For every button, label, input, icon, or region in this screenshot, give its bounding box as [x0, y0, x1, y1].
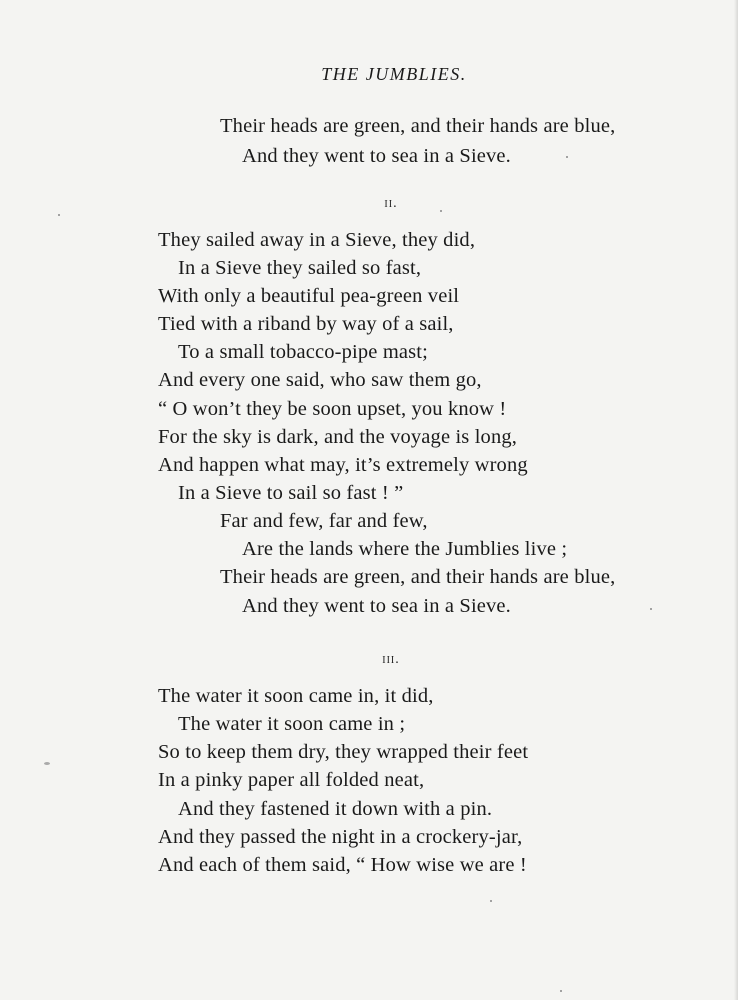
verse-line: In a Sieve to sail so fast ! ” [178, 482, 404, 504]
stanza-number-2: ii. [384, 196, 398, 211]
paper-speck [440, 210, 442, 212]
verse-line: With only a beautiful pea-green veil [158, 285, 460, 307]
verse-line: And every one said, who saw them go, [158, 369, 482, 391]
verse-line: In a pinky paper all folded neat, [158, 769, 425, 791]
verse-line: Tied with a riband by way of a sail, [158, 313, 454, 335]
verse-line: Are the lands where the Jumblies live ; [242, 538, 568, 560]
verse-line: And they fastened it down with a pin. [178, 798, 493, 820]
verse-line: They sailed away in a Sieve, they did, [158, 229, 476, 251]
stanza-number-3: iii. [382, 652, 400, 667]
verse-line: “ O won’t they be soon upset, you know ! [158, 398, 507, 420]
verse-line: For the sky is dark, and the voyage is long, [158, 426, 518, 448]
verse-line: So to keep them dry, they wrapped their feet [158, 741, 529, 763]
verse-line: Their heads are green, and their hands are blue, [220, 566, 616, 588]
verse-line: The water it soon came in ; [178, 713, 406, 735]
verse-line: The water it soon came in, it did, [158, 685, 434, 707]
verse-line: And they passed the night in a crockery-jar, [158, 826, 523, 848]
verse-line: In a Sieve they sailed so fast, [178, 257, 422, 279]
paper-speck [566, 156, 568, 158]
paper-speck [650, 608, 652, 610]
verse-line: Far and few, far and few, [220, 510, 428, 532]
paper-speck [560, 990, 562, 992]
paper-speck [44, 762, 50, 765]
running-head: THE JUMBLIES. [321, 64, 467, 84]
page-edge-shadow [734, 0, 738, 1000]
verse-line: And they went to sea in a Sieve. [242, 145, 511, 167]
verse-line: And each of them said, “ How wise we are ! [158, 854, 527, 876]
verse-line: And they went to sea in a Sieve. [242, 595, 511, 617]
paper-speck [58, 214, 60, 216]
paper-speck [490, 900, 492, 902]
verse-line: Their heads are green, and their hands are blue, [220, 115, 616, 137]
verse-line: To a small tobacco-pipe mast; [178, 341, 428, 363]
verse-line: And happen what may, it’s extremely wrong [158, 454, 528, 476]
